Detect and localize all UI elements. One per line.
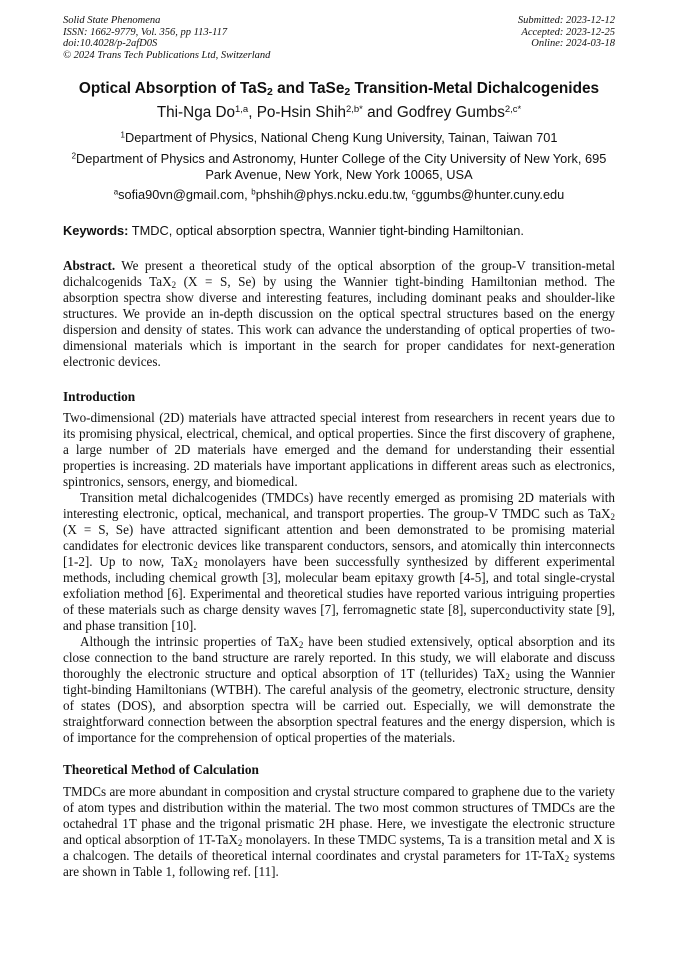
paragraph: Although the intrinsic properties of TaX$_2$ have been studied extensively, optical absorption and its close connection to the band structure are rarely reported. In this study, we will elaborate and discuss thoroughly the electronic structure and optical absorption of 1T (tellurides) TaX$_2$ using the Wannier tight-binding Hamiltonians (WTBH). The careful analysis of the geometry, electronic structure, density of states (DOS), and absorption spectra will be carried out. Especially, we will demonstrate the straightforward connection between the absorption spectral features and the energy dispersion, which is of importance for the comprehension of optical properties of the materials.	[63, 634, 616, 745]
online-date: Online: 2024-03-18	[531, 38, 615, 50]
accepted-date: Accepted: 2023-12-25	[521, 26, 615, 38]
email-link[interactable]: phshih@phys.ncku.edu.tw,	[255, 187, 412, 202]
paragraph: Two-dimensional (2D) materials have attracted special interest from researchers in recent years due to its promising physical, electrical, chemical, and optical properties. Since the first discovery of graphene, a large number of 2D materials have emerged and the demand for understanding their essential properties is increasing. 2D materials have important applications in different areas such as electronics, spintronics, sensors, energy, and biomedical.	[63, 410, 615, 489]
email-link[interactable]: ggumbs@hunter.cuny.edu	[415, 187, 565, 202]
section-heading-theoretical-method: Theoretical Method of Calculation	[63, 762, 259, 777]
author-name: Godfrey Gumbs	[396, 104, 505, 121]
submission-dates	[518, 15, 615, 50]
abstract: Abstract. We present a theoretical study of the optical absorption of the group-V transition-metal dichalcogenids TaX$_2$ (X = S, Se) by using the Wannier tight-binding Hamiltonian method. The absorption spectra show diverse and interesting features, including dominant peaks and shoulder-like structures. We provide an in-depth discussion on the optical spectral structures based on the energy dispersion and density of states. This work can advance the understanding of optical properties of two-dimensional materials which is important in the search for proper candidates for next-generation electronic devices.	[63, 258, 615, 369]
journal-name: Solid State Phenomena	[63, 15, 161, 26]
author-emails: $^a$sofia90vn@gmail.com, $^b$phshih@phys.ncku.edu.tw, $^c$ggumbs@hunter.cuny.edu	[113, 187, 565, 202]
keywords-label: Keywords:	[63, 223, 129, 238]
doi: doi:10.4028/p-2afD0S	[63, 38, 158, 50]
copyright: © 2024 Trans Tech Publications Ltd, Switzerland	[63, 49, 271, 61]
affiliation-1: $^1$Department of Physics, National Cheng Kung University, Tainan, Taiwan 701	[120, 130, 558, 145]
introduction-body	[63, 410, 615, 746]
section-heading-introduction: Introduction	[63, 389, 136, 404]
author-name: Thi-Nga Do	[156, 104, 236, 121]
keywords-text: TMDC, optical absorption spectra, Wannier tight-binding Hamiltonian.	[128, 223, 524, 238]
author-name: Po-Hsin Shih	[256, 104, 346, 121]
abstract-label: Abstract.	[63, 258, 116, 273]
submitted-date: Submitted: 2023-12-12	[517, 15, 615, 26]
email-link[interactable]: sofia90vn@gmail.com,	[118, 187, 252, 202]
paper-title: Optical Absorption of TaS$_2$ and TaSe$_2$ Transition-Metal Dichalcogenides	[78, 80, 600, 99]
issn-volume: ISSN: 1662-9779, Vol. 356, pp 113-117	[63, 26, 228, 38]
keywords	[63, 223, 623, 238]
theoretical-method-body: TMDCs are more abundant in composition and crystal structure compared to graphene due to the variety of atom types and distribution within the material. The two most common structures of TMDCs are the octahedral 1T phase and the trigonal prismatic 2H phase. Here, we investigate the electronic structure and optical absorption of 1T-TaX$_2$ monolayers. In these TMDC systems, Ta is a transition metal and X is a chalcogen. The details of theoretical internal coordinates and crystal parameters for 1T-TaX$_2$ systems are shown in Table 1, following ref. [11].	[63, 784, 615, 879]
author-list: Thi-Nga Do$^{1,a}$, Po-Hsin Shih$^{2,b*}$ and Godfrey Gumbs$^{2,c*}$	[156, 103, 522, 121]
paragraph: Transition metal dichalcogenides (TMDCs) have recently emerged as promising 2D materials with interesting electronic, optical, mechanical, and transport properties. The group-V TMDC such as TaX$_2$ (X = S, Se) have attracted significant attention and been demonstrated to be promising material candidates for electronic devices like transparent conductors, sensors, and atomically thin interconnects [1-2]. Up to now, TaX$_2$ monolayers have been successfully synthesized by different experimental methods, including chemical growth [3], molecular beam epitaxy growth [4-5], and total single-crystal exfoliation method [6]. Experimental and theoretical studies have reported various intriguing properties of these materials such as charge density waves [7], ferromagnetic state [8], superconductivity state [9], and phase transition [10].	[63, 490, 616, 633]
affiliation-2: $^2$Department of Physics and Astronomy, Hunter College of the City University of New York, 695 Park Avenue, New York, New York 10065, USA	[71, 151, 607, 182]
journal-info	[63, 15, 270, 61]
